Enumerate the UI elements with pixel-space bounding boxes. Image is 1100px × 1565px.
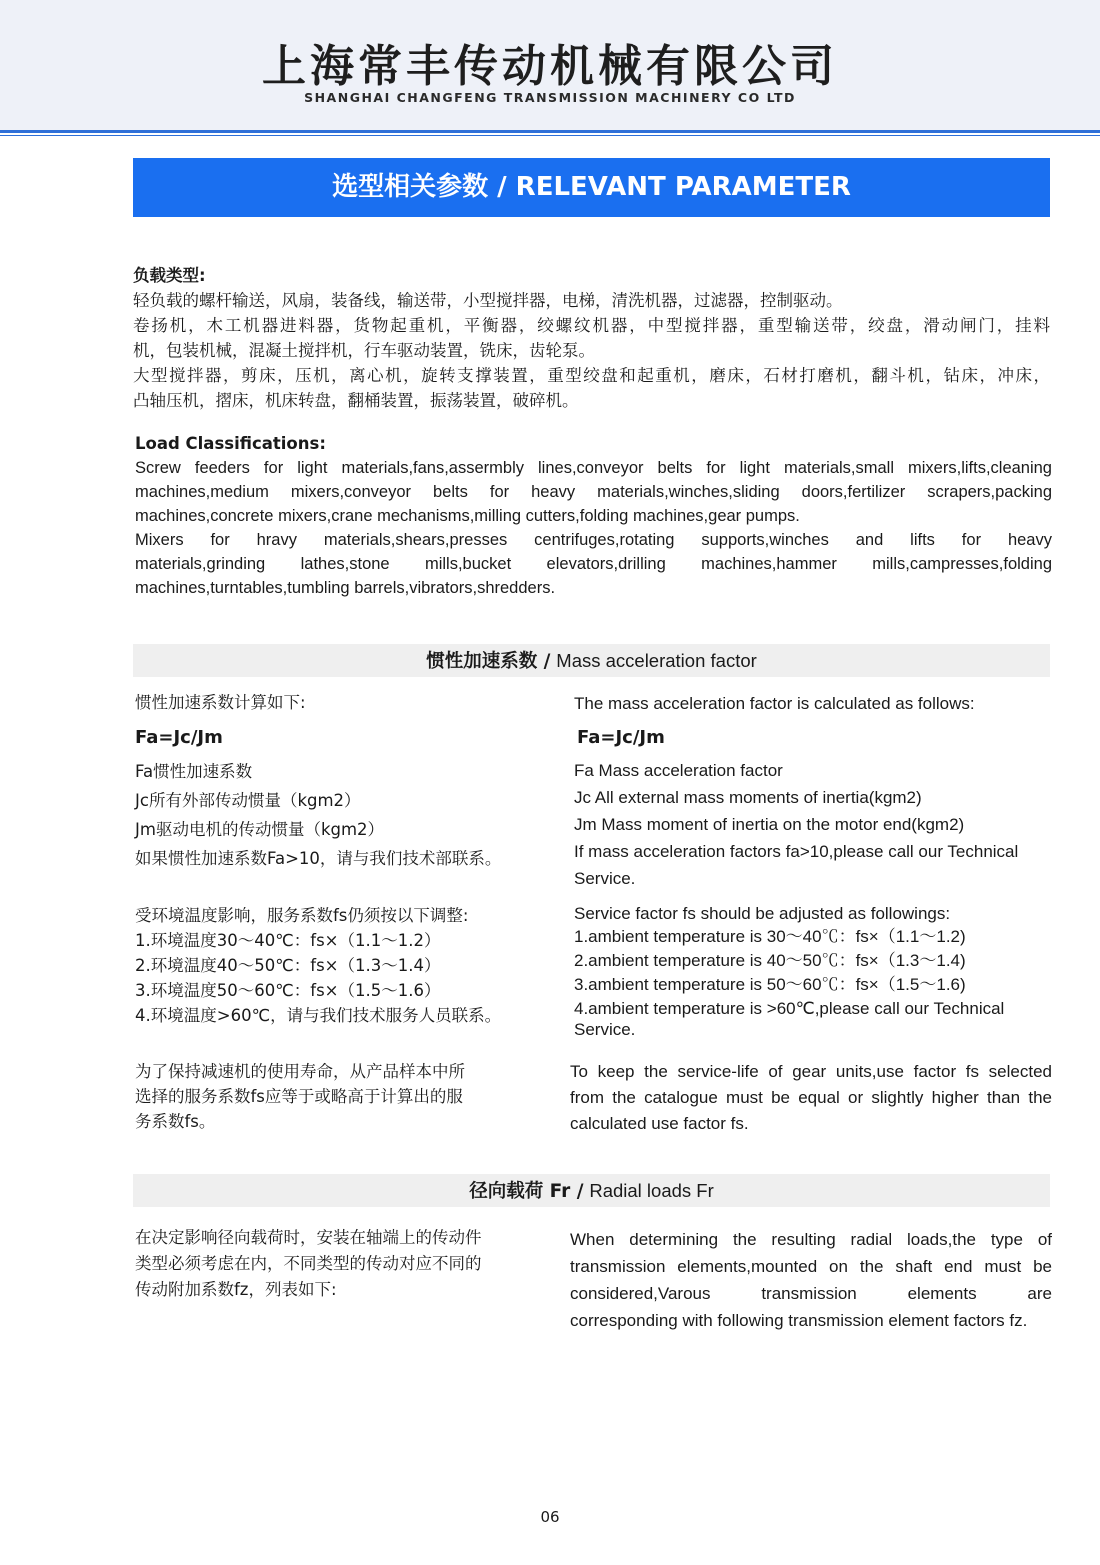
- header-divider-thin: [0, 135, 1100, 136]
- section-banner: 选型相关参数 / RELEVANT PARAMETER: [133, 158, 1050, 217]
- radial-cn-line: 类型必须考虑在内，不同类型的传动对应不同的: [135, 1254, 482, 1273]
- mass-jc-en: Jc All external mass moments of inertia(kgm2): [574, 788, 922, 807]
- load-heading-en: Load Classifications:: [135, 434, 326, 453]
- load-en-line: materials,grinding lathes,stone mills,bucket elevators,drilling machines,hammer mills,campresses,folding: [135, 555, 1052, 573]
- life-cn-line: 选择的服务系数fs应等于或略高于计算出的服: [135, 1087, 463, 1106]
- header-divider: [0, 130, 1100, 133]
- mass-intro-en: The mass acceleration factor is calculated as follows:: [574, 694, 975, 713]
- section-title-cn: 惯性加速系数 /: [426, 651, 551, 672]
- mass-jm-cn: Jm驱动电机的传动惯量（kgm2）: [135, 820, 385, 839]
- mass-contact-cn: 如果惯性加速系数Fa>10，请与我们技术部联系。: [135, 849, 502, 868]
- page-number: 06: [540, 1508, 560, 1526]
- life-en-line: calculated use factor fs.: [570, 1114, 749, 1133]
- formula-en: Fa=Jc/Jm: [577, 727, 665, 748]
- load-en-line: machines,turntables,tumbling barrels,vibrators,shredders.: [135, 579, 556, 597]
- radial-en-line: transmission elements,mounted on the shaft end must be: [570, 1257, 1052, 1276]
- temp-item-cn: 3.环境温度50～60℃：fs×（1.5～1.6）: [135, 981, 441, 1000]
- radial-en-line: corresponding with following transmission element factors fz.: [570, 1311, 1028, 1330]
- temp-item-cn: 2.环境温度40～50℃：fs×（1.3～1.4）: [135, 956, 441, 975]
- load-cn-line: 凸轴压机，摺床，机床转盘，翻桶装置，振荡装置，破碎机。: [133, 391, 579, 410]
- company-name-cn: 上海常丰传动机械有限公司: [262, 41, 838, 92]
- temp-item-cn: 4.环境温度>60℃，请与我们技术服务人员联系。: [135, 1006, 502, 1025]
- mass-contact-en: If mass acceleration factors fa>10,please call our Technical: [574, 842, 1019, 861]
- mass-jm-en: Jm Mass moment of inertia on the motor end(kgm2): [574, 815, 965, 834]
- temp-intro-en: Service factor fs should be adjusted as followings:: [574, 904, 951, 923]
- section-title-en: Mass acceleration factor: [556, 650, 757, 671]
- life-cn-line: 务系数fs。: [135, 1112, 216, 1131]
- load-cn-line: 大型搅拌器，剪床，压机，离心机，旋转支撑装置，重型绞盘和起重机，磨床，石材打磨机，翻斗机，钻床，冲床，: [133, 366, 1050, 385]
- mass-contact-en-2: Service.: [574, 869, 636, 888]
- load-cn-line: 机，包装机械，混凝土搅拌机，行车驱动装置，铣床，齿轮泵。: [133, 341, 595, 360]
- temp-item-cn: 1.环境温度30～40℃：fs×（1.1～1.2）: [135, 931, 441, 950]
- load-en-line: machines,medium mixers,conveyor belts for heavy materials,winches,sliding doors,fertilizer scrapers,packing: [135, 483, 1052, 501]
- mass-jc-cn: Jc所有外部传动惯量（kgm2）: [135, 791, 361, 810]
- load-cn-line: 卷扬机，木工机器进料器，货物起重机，平衡器，绞螺纹机器，中型搅拌器，重型输送带，绞盘，滑动闸门，挂料: [133, 316, 1050, 335]
- temp-item-en: 1.ambient temperature is 30～40℃：fs×（1.1～1.2): [574, 927, 966, 946]
- temp-item-en: 2.ambient temperature is 40～50℃：fs×（1.3～1.4): [574, 951, 966, 970]
- life-en-line: from the catalogue must be equal or slightly higher than the: [570, 1088, 1052, 1107]
- formula-cn: Fa=Jc/Jm: [135, 727, 223, 748]
- radial-cn-line: 在决定影响径向载荷时，安装在轴端上的传动件: [135, 1228, 482, 1247]
- temp-item-en: 3.ambient temperature is 50～60℃：fs×（1.5～1.6): [574, 975, 966, 994]
- life-cn-line: 为了保持减速机的使用寿命，从产品样本中所: [135, 1062, 465, 1081]
- section-title-en: Radial loads Fr: [589, 1180, 714, 1201]
- load-en-line: Mixers for hravy materials,shears,presses centrifuges,rotating supports,winches and lifts for heavy: [135, 531, 1052, 549]
- radial-en-line: considered,Varous transmission elements are: [570, 1284, 1052, 1303]
- temp-item-en: 4.ambient temperature is >60℃,please call our Technical: [574, 999, 1005, 1018]
- load-en-line: Screw feeders for light materials,fans,assermbly lines,conveyor belts for light materials,small mixers,lifts,cleaning: [135, 459, 1052, 477]
- temp-intro-cn: 受环境温度影响，服务系数fs仍须按以下调整:: [135, 906, 469, 925]
- load-heading-cn: 负载类型:: [133, 266, 206, 285]
- radial-cn-line: 传动附加系数fz，列表如下:: [135, 1280, 337, 1299]
- life-en-line: To keep the service-life of gear units,use factor fs selected: [570, 1062, 1052, 1081]
- radial-en-line: When determining the resulting radial loads,the type of: [570, 1230, 1052, 1249]
- section-bar-radial: [133, 1174, 1050, 1207]
- load-en-line: machines,concrete mixers,crane mechanisms,milling cutters,folding machines,gear pumps.: [135, 507, 800, 525]
- company-name-en: SHANGHAI CHANGFENG TRANSMISSION MACHINERY CO LTD: [304, 90, 796, 105]
- load-cn-line: 轻负载的螺杆输送，风扇，装备线，输送带，小型搅拌器，电梯，清洗机器，过滤器，控制驱动。: [133, 291, 843, 310]
- mass-fa-cn: Fa惯性加速系数: [135, 762, 253, 781]
- section-bar-mass: [133, 644, 1050, 677]
- mass-fa-en: Fa Mass acceleration factor: [574, 761, 783, 780]
- temp-item-en-2: Service.: [574, 1020, 636, 1039]
- mass-intro-cn: 惯性加速系数计算如下:: [135, 693, 306, 712]
- section-title-cn: 径向载荷 Fr /: [469, 1181, 584, 1202]
